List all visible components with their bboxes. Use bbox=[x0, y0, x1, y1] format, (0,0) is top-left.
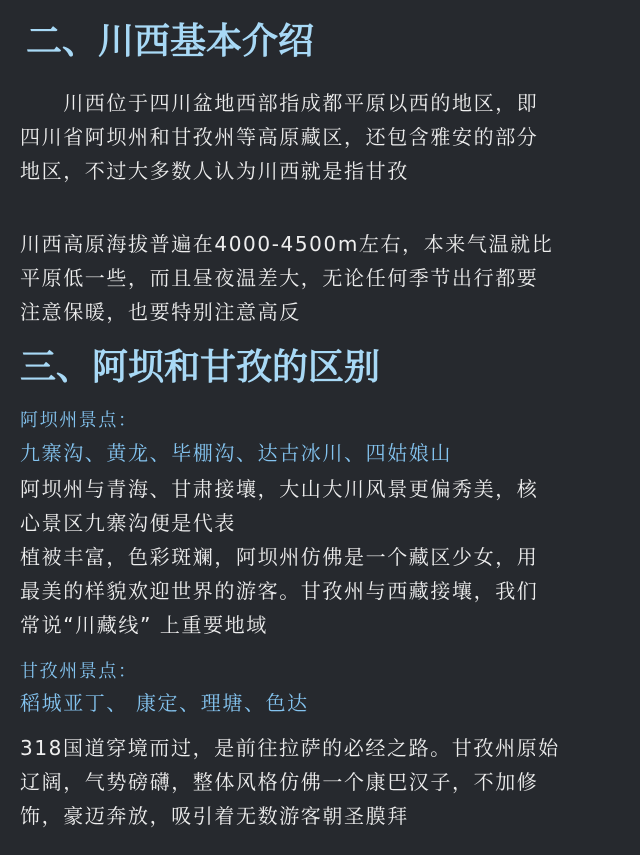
text-line: 川西位于四川盆地西部指成都平原以西的地区，即 bbox=[20, 91, 539, 115]
text-line: 心景区九寨沟便是代表 bbox=[20, 511, 236, 535]
ganzi-spots-list: 稻城亚丁、 康定、理塘、色达 bbox=[20, 691, 309, 715]
altitude-paragraph bbox=[20, 227, 620, 329]
text-line: 辽阔，气势磅礴，整体风格仿佛一个康巴汉子，不加修 bbox=[20, 770, 539, 794]
text-line: 四川省阿坝州和甘孜州等高原藏区，还包含雅安的部分 bbox=[20, 125, 539, 149]
ganzi-description bbox=[20, 731, 620, 833]
section-heading-sichuan-west-intro: 二、川西基本介绍 bbox=[26, 21, 315, 62]
text-line: 318国道穿境而过，是前往拉萨的必经之路。甘孜州原始 bbox=[20, 736, 560, 760]
ganzi-spots-label: 甘孜州景点： bbox=[20, 661, 138, 682]
text-line: 常说“川藏线” 上重要地域 bbox=[20, 613, 268, 637]
text-line: 植被丰富，色彩斑斓，阿坝州仿佛是一个藏区少女，用 bbox=[20, 545, 539, 569]
intro-paragraph bbox=[20, 86, 620, 188]
aba-description bbox=[20, 472, 620, 642]
text-line: 注意保暖，也要特别注意高反 bbox=[20, 300, 301, 324]
aba-spots-list: 九寨沟、黄龙、毕棚沟、达古冰川、四姑娘山 bbox=[20, 441, 452, 465]
aba-spots-label: 阿坝州景点： bbox=[20, 410, 138, 431]
text-line: 阿坝州与青海、甘肃接壤，大山大川风景更偏秀美，核 bbox=[20, 477, 539, 501]
text-line: 平原低一些，而且昼夜温差大，无论任何季节出行都要 bbox=[20, 266, 539, 290]
text-line: 地区，不过大多数人认为川西就是指甘孜 bbox=[20, 159, 409, 183]
section-heading-aba-ganzi-difference: 三、阿坝和甘孜的区别 bbox=[20, 347, 381, 388]
text-line: 川西高原海拔普遍在4000-4500m左右，本来气温就比 bbox=[20, 232, 554, 256]
text-line: 饰，豪迈奔放，吸引着无数游客朝圣膜拜 bbox=[20, 804, 409, 828]
text-line: 最美的样貌欢迎世界的游客。甘孜州与西藏接壤，我们 bbox=[20, 579, 539, 603]
